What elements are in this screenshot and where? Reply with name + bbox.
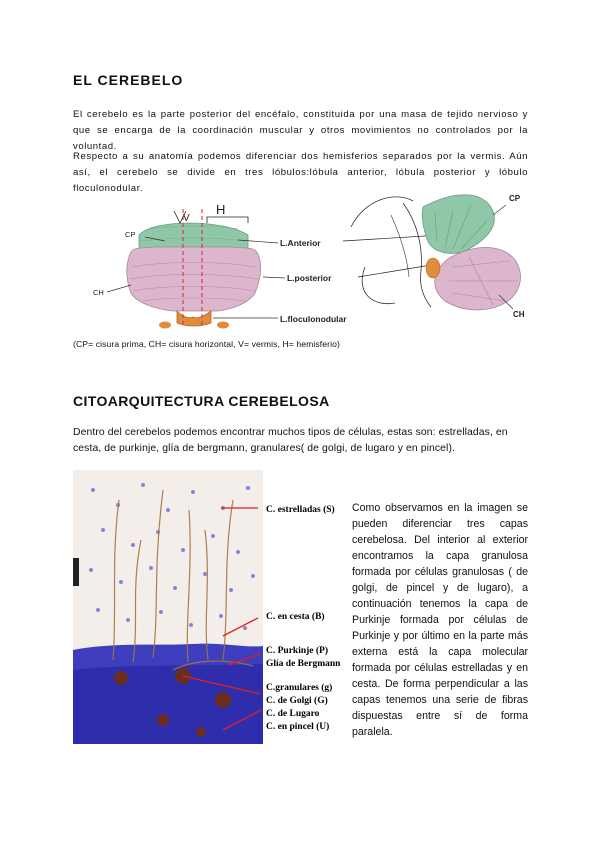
posterior-lobe-shape bbox=[127, 247, 261, 311]
anatomy-paragraph: Respecto a su anatomía podemos diferenciar dos hemisferios separados por la vermis. Aún así, el cerebelo se divide en tres lóbulos:lóbula anterior, lóbula posterior y lóbulo floculonodular. bbox=[73, 151, 528, 194]
layers-description: Como observamos en la imagen se pueden diferenciar tres capas cerebelosa. Del interior al exterior encontramos la capa granulosa formada por células granulosas ( de golgi, de pincel y de lugaro), a continuación tenemos la capa de Purkinje formada por células de Purkinje y por último en la parte más externa está la capa molecular formada por células estrelladas y en cesta. De forma perpendicular a las capas tenemos una serie de fibras dispuestas entre sí de forma paralela. bbox=[352, 502, 528, 738]
label-golgi: C. de Golgi (G) bbox=[266, 696, 328, 706]
label-cp-right: CP bbox=[509, 194, 521, 203]
section-title-citoarquitectura: CITOARQUITECTURA CEREBELOSA bbox=[73, 393, 330, 409]
label-granulares: C.granulares (g) bbox=[266, 683, 333, 693]
label-posterior-lobe: L.posterior bbox=[287, 273, 332, 283]
label-h: H bbox=[216, 202, 226, 217]
cell-types-paragraph: Dentro del cerebelos podemos encontrar muchos tipos de células, estas son: estrelladas, en cesta, de purkinje, glía de bergmann, granulares( de golgi, de lugaro y en pincel). bbox=[73, 427, 508, 454]
intro-paragraph: El cerebelo es la parte posterior del encéfalo, constituida por una masa de tejido nervioso y que se encarga de la coordinación muscular y otros movimientos no controlados por la voluntad. bbox=[73, 109, 528, 152]
label-bergmann: Glía de Bergmann bbox=[266, 659, 341, 669]
section-title-cerebelo: EL CEREBELO bbox=[73, 72, 184, 88]
label-pincel: C. en pincel (U) bbox=[266, 722, 330, 732]
flocculonodular-lobe-shape bbox=[177, 311, 211, 326]
label-estrelladas: C. estrelladas (S) bbox=[266, 505, 335, 515]
label-lugaro: C. de Lugaro bbox=[266, 709, 320, 719]
sagittal-anterior-lobe bbox=[422, 195, 494, 254]
figure1-caption: (CP= cisura prima, CH= cisura horizontal, V= vermis, H= hemisferio) bbox=[73, 339, 340, 349]
label-cp-left: CP bbox=[125, 230, 136, 239]
label-purkinje: C. Purkinje (P) bbox=[266, 646, 329, 656]
histology-micrograph bbox=[73, 470, 343, 744]
label-flocculonodular-lobe: L.floculonodular bbox=[280, 314, 347, 324]
cerebellum-sagittal-view bbox=[351, 195, 520, 310]
label-anterior-lobe: L.Anterior bbox=[280, 238, 321, 248]
histology-figure bbox=[73, 470, 343, 744]
cerebellum-anatomy-diagram bbox=[73, 185, 533, 335]
sagittal-flocculonodular bbox=[426, 258, 440, 278]
label-cesta: C. en cesta (B) bbox=[266, 612, 325, 622]
ch-left-pointer bbox=[107, 285, 131, 292]
label-v: V bbox=[183, 213, 190, 224]
sagittal-posterior-lobe bbox=[435, 247, 521, 310]
label-ch-right: CH bbox=[513, 310, 525, 319]
label-ch-left: CH bbox=[93, 288, 104, 297]
cerebellum-posterior-view bbox=[107, 209, 261, 329]
